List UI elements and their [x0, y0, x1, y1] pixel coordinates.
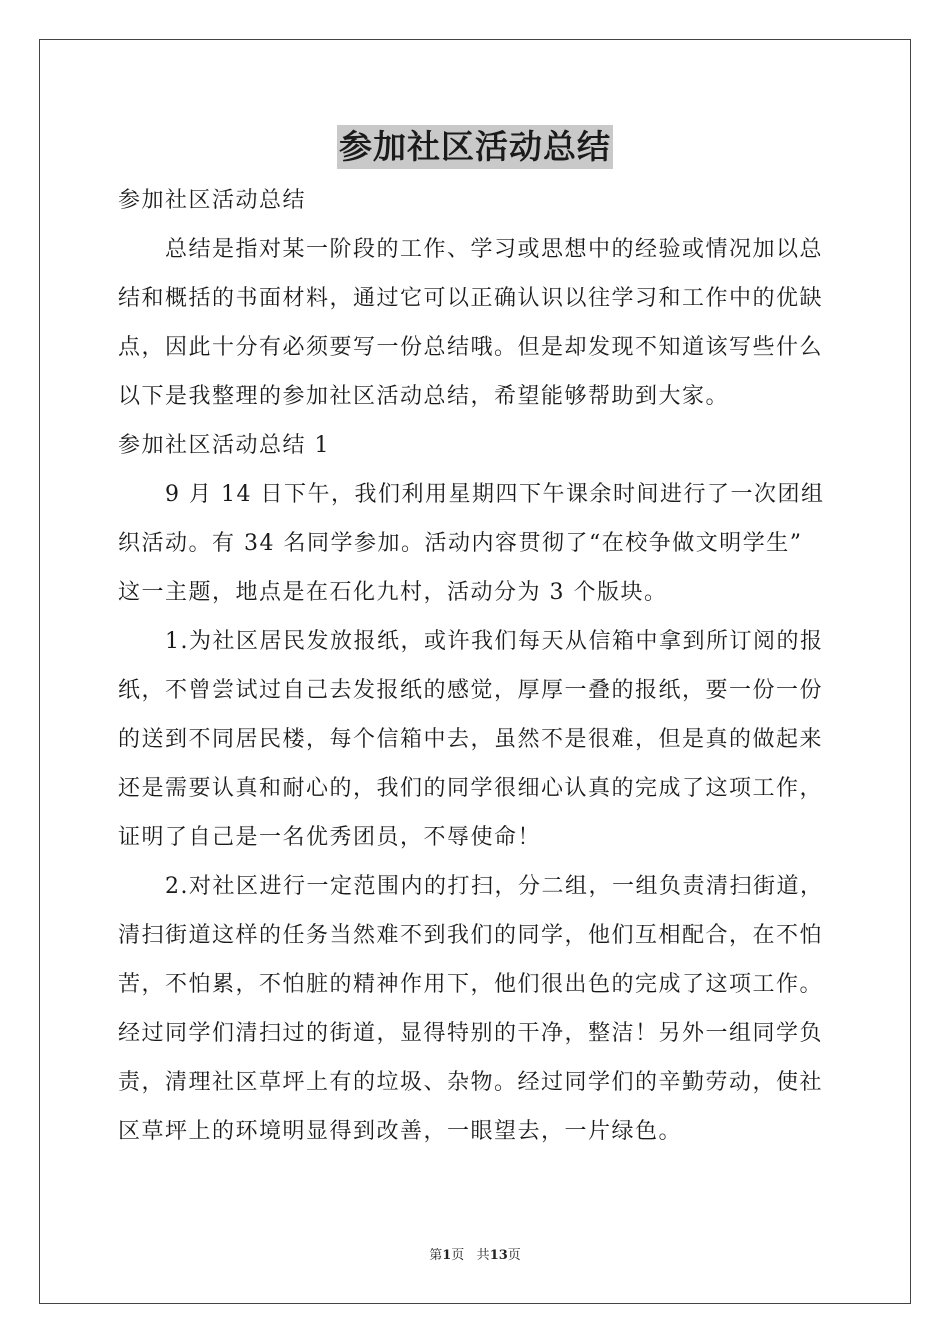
text-line: 经过同学们清扫过的街道，显得特别的干净，整洁！另外一组同学负: [118, 1021, 824, 1046]
intro-paragraph: [118, 225, 834, 421]
title-container: [0, 125, 950, 169]
text-line: 1.为社区居民发放报纸，或许我们每天从信箱中拿到所订阅的报: [165, 629, 824, 654]
page-footer: [0, 1247, 950, 1265]
paragraph-item-1: [118, 617, 834, 862]
text-line: 的送到不同居民楼，每个信箱中去，虽然不是很难，但是真的做起来: [118, 727, 824, 752]
text-line: 区草坪上的环境明显得到改善，一眼望去，一片绿色。: [118, 1119, 683, 1144]
text-line: 参加社区活动总结 1: [118, 433, 330, 458]
footer-total-prefix: 共: [476, 1248, 490, 1263]
text-line: 纸，不曾尝试过自己去发报纸的感觉，厚厚一叠的报纸，要一份一份: [118, 678, 824, 703]
text-line: 以下是我整理的参加社区活动总结，希望能够帮助到大家。: [118, 384, 730, 409]
text-line: 责，清理社区草坪上有的垃圾、杂物。经过同学们的辛勤劳动，使社: [118, 1070, 824, 1095]
text-line: 证明了自己是一名优秀团员，不辱使命！: [118, 825, 542, 850]
subtitle: [118, 176, 834, 225]
text-line: 9 月 14 日下午，我们利用星期四下午课余时间进行了一次团组: [165, 482, 825, 507]
paragraph-item-2: [118, 862, 834, 1156]
paragraph-activity-overview: [118, 470, 834, 617]
text-line: 点，因此十分有必须要写一份总结哦。但是却发现不知道该写些什么: [118, 335, 824, 360]
document-title: 参加社区活动总结: [337, 125, 613, 169]
text-line: 清扫街道这样的任务当然难不到我们的同学，他们互相配合，在不怕: [118, 923, 824, 948]
text-line: 织活动。有 34 名同学参加。活动内容贯彻了“在校争做文明学生”: [118, 531, 803, 556]
document-body: [118, 176, 834, 1156]
footer-total-pages: 13: [489, 1248, 508, 1263]
footer-page-prefix: 第: [429, 1248, 443, 1263]
text-line: 总结是指对某一阶段的工作、学习或思想中的经验或情况加以总: [165, 237, 824, 262]
section-heading-1: [118, 421, 834, 470]
text-line: 苦，不怕累，不怕脏的精神作用下，他们很出色的完成了这项工作。: [118, 972, 824, 997]
text-line: 参加社区活动总结: [118, 188, 307, 213]
footer-page-number: 1: [442, 1248, 452, 1263]
text-line: 2.对社区进行一定范围内的打扫，分二组，一组负责清扫街道，: [165, 874, 824, 899]
text-line: 结和概括的书面材料，通过它可以正确认识以往学习和工作中的优缺: [118, 286, 824, 311]
text-line: 还是需要认真和耐心的，我们的同学很细心认真的完成了这项工作，: [118, 776, 824, 801]
footer-total-suffix: 页: [507, 1248, 521, 1263]
footer-page-suffix: 页: [451, 1248, 465, 1263]
text-line: 这一主题，地点是在石化九村，活动分为 3 个版块。: [118, 580, 668, 605]
